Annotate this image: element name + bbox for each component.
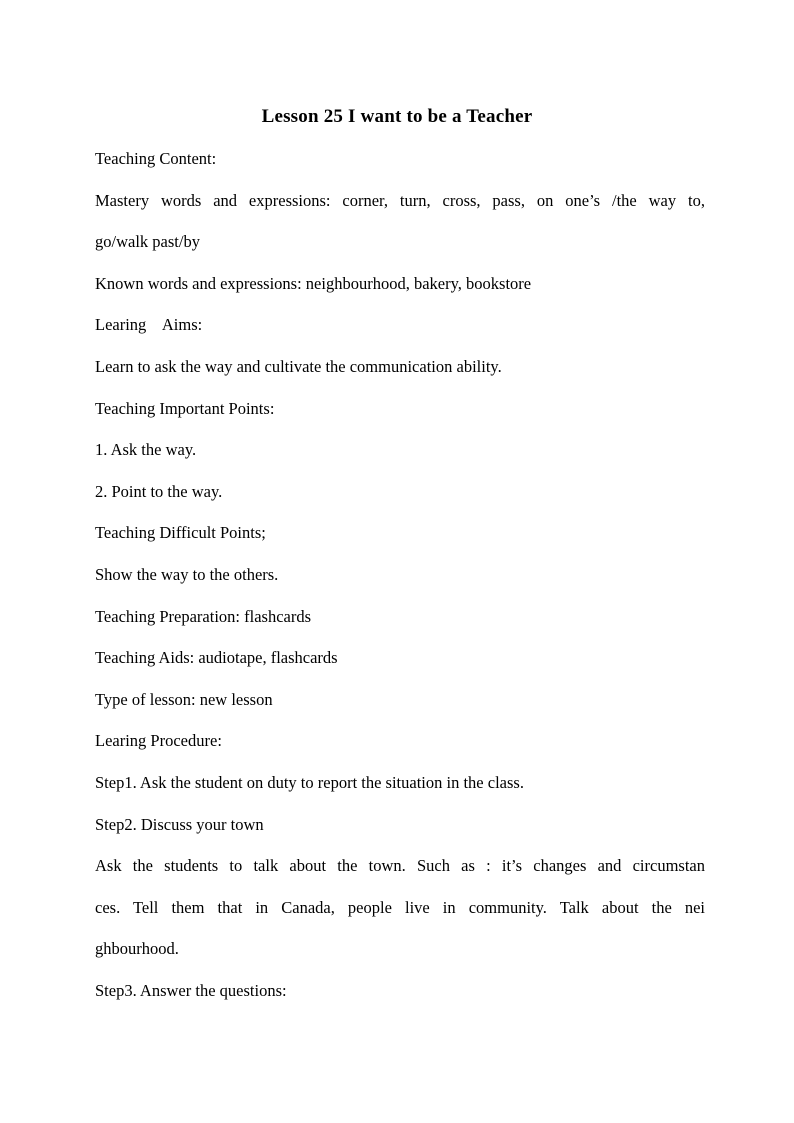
step-1: Step1. Ask the student on duty to report the situation in the class. [95,773,524,792]
difficult-points-text: Show the way to the others. [95,565,279,584]
learning-aims-text: Learn to ask the way and cultivate the communication ability. [95,357,502,376]
learning-aims-heading: Learing Aims: [95,315,203,334]
lesson-title: Lesson 25 I want to be a Teacher [261,106,533,127]
step-3: Step3. Answer the questions: [95,981,287,1000]
teaching-aids: Teaching Aids: audiotape, flashcards [95,648,338,667]
teaching-preparation: Teaching Preparation: flashcards [95,607,312,626]
important-points-heading: Teaching Important Points: [95,399,275,418]
step-2-detail-line-2: ces. Tell them that in Canada, people live in community. Talk about the nei [95,898,705,917]
lesson-type: Type of lesson: new lesson [95,690,273,709]
important-point-2: 2. Point to the way. [95,482,223,501]
difficult-points-heading: Teaching Difficult Points; [95,523,266,542]
step-2-detail-line-3: ghbourhood. [95,939,179,958]
known-words-line: Known words and expressions: neighbourhood, bakery, bookstore [95,274,532,293]
mastery-words-line: Mastery words and expressions: corner, turn, cross, pass, on one’s /the way to, [95,191,705,210]
important-point-1: 1. Ask the way. [95,440,197,459]
step-2: Step2. Discuss your town [95,815,264,834]
step-2-detail-line-1: Ask the students to talk about the town. Such as : it’s changes and circumstan [95,856,705,875]
mastery-words-continued: go/walk past/by [95,232,200,251]
procedure-heading: Learing Procedure: [95,731,222,750]
teaching-content-heading: Teaching Content: [95,149,217,168]
